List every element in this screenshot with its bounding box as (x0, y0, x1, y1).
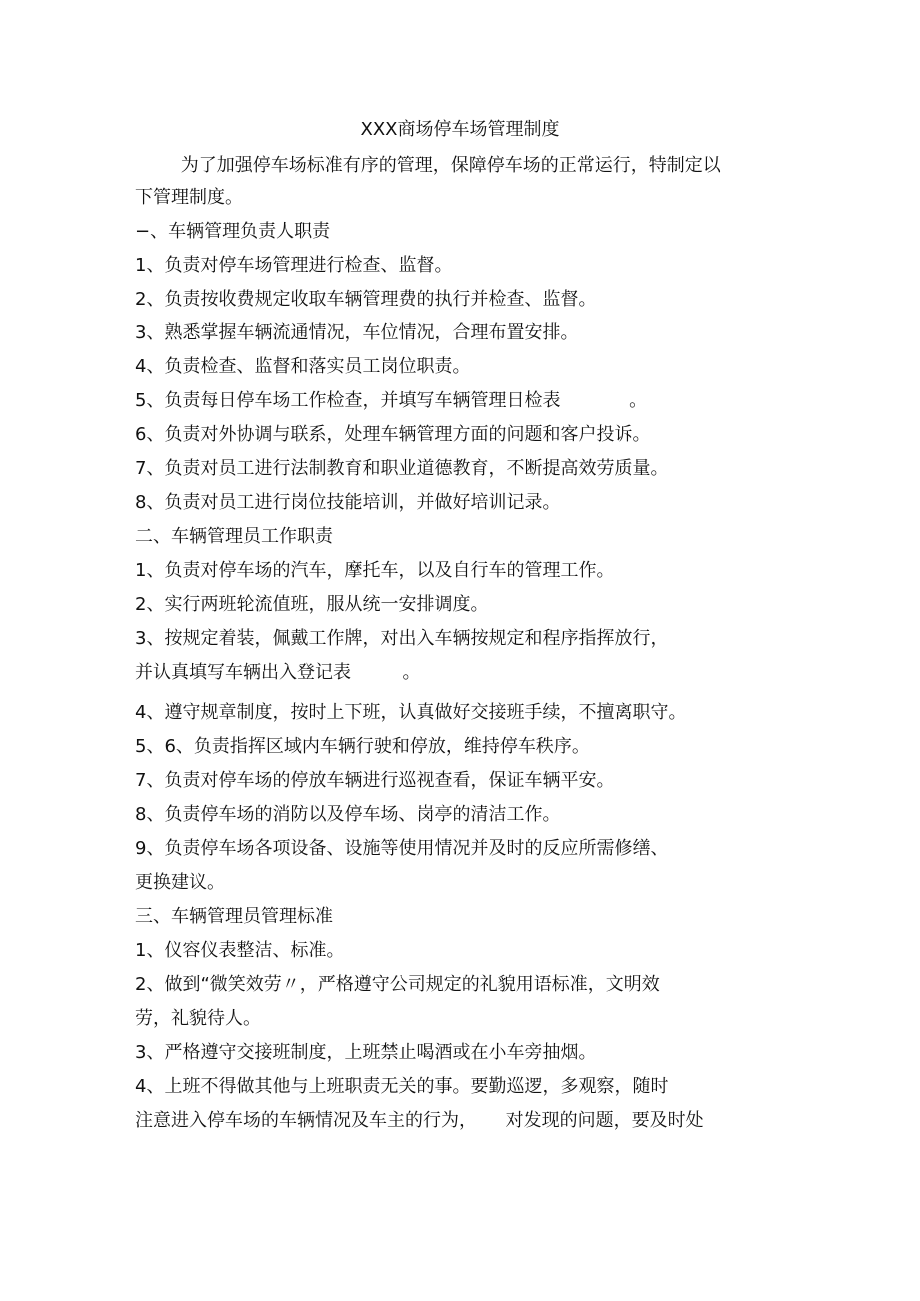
list-item: 4、上班不得做其他与上班职责无关的事。要勤巡逻，多观察，随时 (135, 1076, 669, 1097)
list-item: 7、负责对员工进行法制教育和职业道德教育，不断提高效劳质量。 (135, 458, 669, 479)
list-item: 1、负责对停车场管理进行检查、监督。 (135, 255, 453, 276)
list-item: 9、负责停车场各项设备、设施等使用情况并及时的反应所需修缮、 (135, 838, 669, 859)
list-item: 2、实行两班轮流值班，服从统一安排调度。 (135, 594, 489, 615)
list-item: 3、按规定着装，佩戴工作牌，对出入车辆按规定和程序指挥放行， (135, 628, 669, 649)
list-item-continuation: 更换建议。 (135, 872, 225, 893)
section-heading-1: −、车辆管理负责人职责 (135, 221, 331, 242)
intro-paragraph-line-1: 为了加强停车场标准有序的管理，保障停车场的正常运行，特制定以 (135, 155, 721, 176)
section-heading-3: 三、车辆管理员管理标准 (135, 906, 333, 927)
list-item-continuation: 注意进入停车场的车辆情况及车主的行为， 对发现的问题，要及时处 (135, 1110, 704, 1131)
list-item: 2、做到“微笑效劳〃，严格遵守公司规定的礼貌用语标准，文明效 (135, 974, 660, 995)
list-item: 2、负责按收费规定收取车辆管理费的执行并检查、监督。 (135, 289, 597, 310)
list-item: 3、严格遵守交接班制度，上班禁止喝酒或在小车旁抽烟。 (135, 1042, 597, 1063)
intro-paragraph-line-2: 下管理制度。 (135, 187, 243, 208)
list-item: 8、负责对员工进行岗位技能培训，并做好培训记录。 (135, 492, 561, 513)
list-item: 4、负责检查、监督和落实员工岗位职责。 (135, 356, 471, 377)
list-item: 1、仪容仪表整洁、标准。 (135, 940, 345, 961)
list-item: 5、6、负责指挥区域内车辆行驶和停放，维持停车秩序。 (135, 736, 590, 757)
list-item: 6、负责对外协调与联系，处理车辆管理方面的问题和客户投诉。 (135, 424, 651, 445)
list-item: 8、负责停车场的消防以及停车场、岗亭的清洁工作。 (135, 804, 561, 825)
list-item: 5、负责每日停车场工作检查，并填写车辆管理日检表 。 (135, 390, 648, 411)
list-item-continuation: 劳，礼貌待人。 (135, 1008, 261, 1029)
list-item: 1、负责对停车场的汽车，摩托车，以及自行车的管理工作。 (135, 560, 615, 581)
list-item: 3、熟悉掌握车辆流通情况，车位情况，合理布置安排。 (135, 322, 579, 343)
document-title: XXX商场停车场管理制度 (360, 119, 560, 140)
list-item-continuation: 并认真填写车辆出入登记表 。 (135, 662, 421, 683)
list-item: 4、遵守规章制度，按时上下班，认真做好交接班手续，不擅离职守。 (135, 702, 687, 723)
list-item: 7、负责对停车场的停放车辆进行巡视查看，保证车辆平安。 (135, 770, 615, 791)
section-heading-2: 二、车辆管理员工作职责 (135, 526, 333, 547)
